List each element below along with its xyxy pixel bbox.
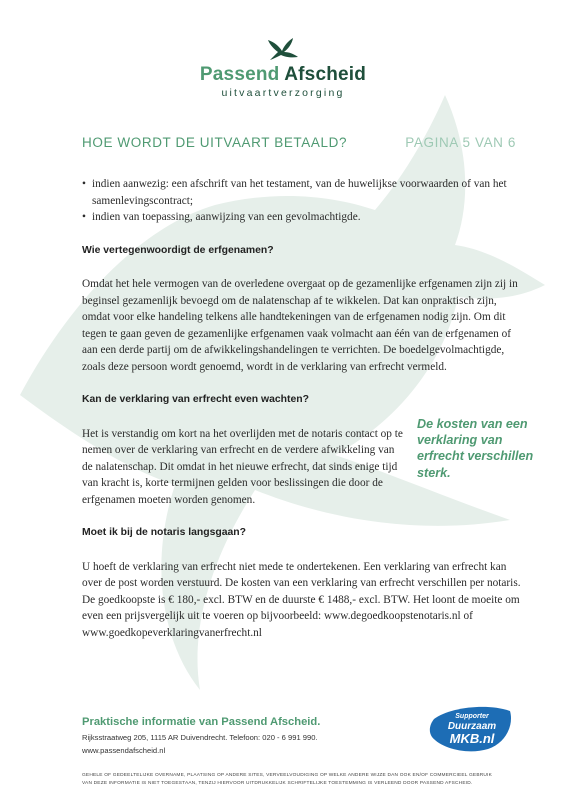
section-body: U hoeft de verklaring van erfrecht niet mede te ondertekenen. Een verklaring van erfrecht kan over de post worden verstuurd. De kosten van een verklaring van erfrecht verschillen per notaris. De goedkoopste is € 180,- excl. BTW en de duurste € 1488,- excl. BTW. Het loont de moeite om even een prijsvergelijk uit te voeren op bijvoorbeeld: www.degoedkoopstenotaris.nl of www.goedkopeverklaringvanerfrecht.nl — [82, 560, 521, 639]
list-item — [82, 176, 522, 209]
list-item-text: indien aanwezig: een afschrift van het testament, van de huwelijkse voorwaarden of van het samenlevingscontract; — [92, 178, 507, 207]
page-number: PAGINA 5 VAN 6 — [405, 135, 516, 150]
badge-line3: MKB.nl — [449, 731, 495, 746]
page-header — [82, 135, 516, 155]
brand-logo[interactable] — [0, 36, 566, 99]
list-item-text: indien van toepassing, aanwijzing van een gevolmachtigde. — [92, 211, 361, 223]
dove-logo-icon — [266, 36, 300, 62]
brand-name-part2: Afscheid — [284, 64, 367, 85]
list-item — [82, 209, 522, 226]
main-content — [82, 176, 522, 641]
page-title: HOE WORDT DE UITVAART BETAALD? — [82, 135, 348, 150]
section-heading: Kan de verklaring van erfrecht even wachten? — [82, 394, 309, 405]
badge-line1: Supporter — [455, 713, 489, 720]
footer-address: Rijksstraatweg 205, 1115 AR Duivendrecht. Telefoon: 020 - 6 991 990. — [82, 733, 318, 742]
section-body: Omdat het hele vermogen van de overledene overgaat op de gezamenlijke erfgenamen zijn zij in beginsel gezamenlijk bevoegd om de nalatenschap af te wikkelen. Dat kan onpraktisch zijn, omdat voor elke handeling telkens alle handtekeningen van de erfgenamen nodig zijn. Om dit tegen te gaan geven de gezamenlijke erfgenamen vaak volmacht aan één van de erfgenamen of aan een derde partij om de afwikkelingshandelingen te verrichten. De boedelgevolmachtigde, zoals deze persoon wordt genoemd, wordt in de verklaring van erfrecht vermeld. — [82, 278, 518, 373]
brand-tagline: uitvaartverzorging — [221, 87, 345, 99]
badge-line2: Duurzaam — [447, 721, 497, 732]
section-heading: Wie vertegenwoordigt de erfgenamen? — [82, 244, 274, 256]
section-body: Het is verstandig om kort na het overlijden met de notaris contact op te nemen over de verklaring van erfrecht en de verdere afwikkeling van de nalatenschap. Dit omdat in het nieuwe erfrecht, dat sinds enige tijd van kracht is, korte termijnen gelden voor beslissingen die door de erfgenamen moeten worden genomen. — [82, 427, 403, 506]
footer-title: Praktische informatie van Passend Afscheid. — [82, 716, 321, 728]
bullet-icon: • — [82, 211, 86, 223]
bullet-icon: • — [82, 178, 86, 190]
section-heading: Moet ik bij de notaris langsgaan? — [82, 527, 246, 538]
footer-website-link[interactable]: www.passendafscheid.nl — [82, 746, 166, 755]
pull-quote: De kosten van een verklaring van erfrecht verschillen sterk. — [417, 417, 534, 480]
footer-disclaimer: GEHELE OF GEDEELTELIJKE OVERNAME, PLAATSING OP ANDERE SITES, VERVEELVOUDIGING OP WELKE ANDERE WIJZE DAN OOK EN/OF COMMERCIEEL GEBRUIK VAN DEZE INFORMATIE IS NIET TOEGESTAAN, TENZIJ HIERVOOR UITDRUKKELIJK SCHRIFTELIJKE TOESTEMMING IS VERLEEND DOOR PASSEND AFSCHEID. — [82, 773, 492, 786]
brand-name — [0, 64, 566, 86]
brand-name-part1: Passend — [199, 64, 285, 85]
duurzaam-mkb-badge[interactable] — [428, 703, 514, 753]
